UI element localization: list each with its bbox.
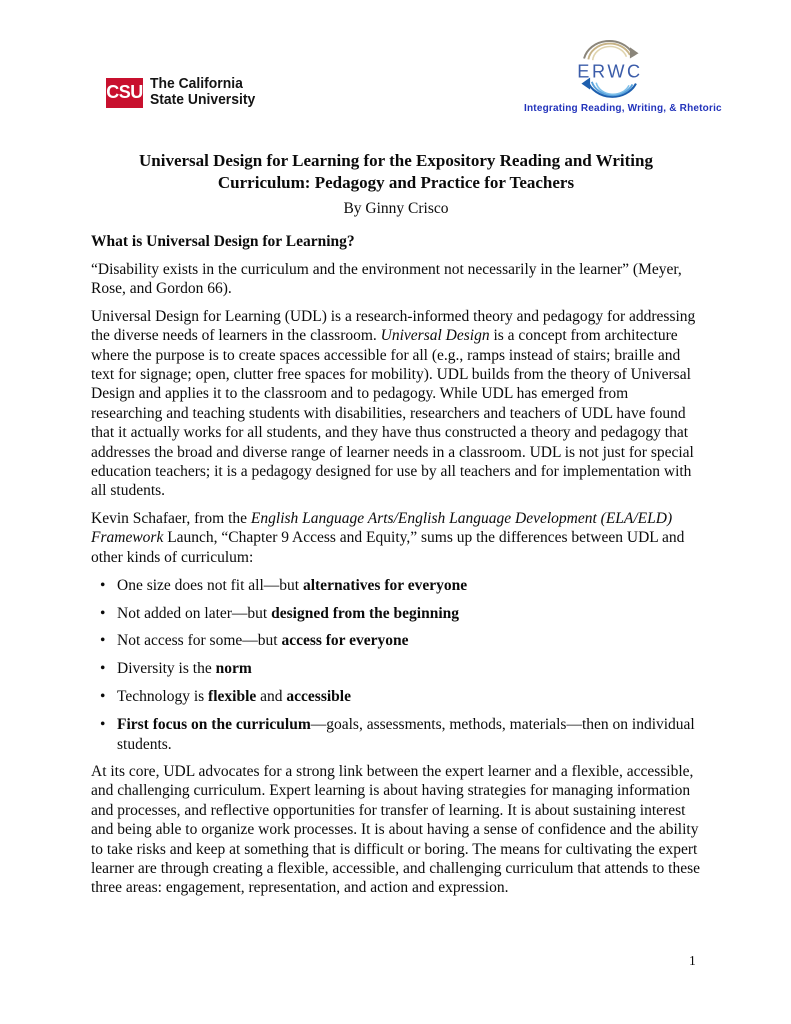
text-run: designed from the beginning [271, 604, 460, 622]
text-run: Diversity is the [117, 660, 216, 678]
erwc-logo-letters: ERWC [577, 61, 643, 82]
csu-logo [106, 77, 260, 108]
text-run: English Language Arts/English Language Development (ELA/ELD) Framework [91, 509, 673, 547]
text-run: norm [215, 660, 252, 678]
csu-logo-box [106, 78, 143, 108]
page-number: 1 [689, 953, 696, 968]
document-body [91, 260, 701, 898]
csu-logo-abbr: CSU [106, 82, 143, 102]
erwc-logo-tagline: Integrating Reading, Writing, & Rhetoric [524, 103, 722, 114]
bullet-list [91, 576, 701, 754]
erwc-emblem-icon [558, 36, 662, 100]
list-item [91, 604, 701, 623]
list-item [91, 687, 701, 706]
paragraph [91, 260, 701, 299]
text-run: accessible [286, 688, 351, 706]
text-run: Not added on later—but [117, 604, 272, 622]
list-item [91, 715, 701, 754]
text-run: Not access for some—but [117, 632, 282, 650]
csu-logo-name-line2: State University [150, 91, 256, 108]
text-run: is a concept from architecture where the purpose is to create spaces accessible for all (e.g., ramps instead of stairs; braille and text for signage; open, clutter free spaces for mobility). UDL builds from the theory of Universal Design and applies it to the classroom and to pedagogy. While UDL has emerged from researching and teaching students with disabilities, researchers and teachers of UDL have found that it actually works for all students, and they have thus constructed a theory and pedagogy that addresses the broad and diverse range of learner needs in a classroom. UDL is not just for special education teachers; it is a pedagogy designed for use by all teachers and for implementation with all students. [91, 327, 694, 500]
paragraph [91, 762, 701, 898]
csu-logo-name-line1: The California [150, 76, 243, 92]
text-run: and [256, 688, 287, 706]
text-run: First focus on the curriculum [117, 716, 311, 734]
text-run: flexible [208, 688, 257, 706]
text-run: —goals, assessments, methods, materials—then on individual students. [117, 716, 695, 753]
list-item [91, 631, 701, 650]
paragraph [91, 509, 701, 567]
text-run: Technology is [117, 688, 209, 706]
text-run: Universal Design [380, 327, 490, 345]
byline: By Ginny Crisco [343, 200, 449, 217]
text-run: alternatives for everyone [302, 576, 468, 594]
section-heading: What is Universal Design for Learning? [91, 233, 355, 250]
text-run: One size does not fit all—but [117, 576, 303, 594]
text-run: Universal Design for Learning (UDL) is a research-informed theory and pedagogy for addressing the diverse needs of learners in the classroom. [91, 307, 696, 345]
text-run: At its core, UDL advocates for a strong link between the expert learner and a flexible, accessible, and challenging curriculum. Expert learning is about having strategies for managing information and processes, and reflective opportunities for transfer of learning. It is about sustaining interest and being able to organize work processes. It is about having a sense of confidence and the ability to take risks and keep at something that is difficult or boring. The means for cultivating the expert learner are through creating a flexible, accessible, and challenging curriculum that attends to these three areas: engagement, representation, and action and expression. [91, 762, 700, 897]
text-run: access for everyone [281, 632, 409, 650]
document-title: Universal Design for Learning for the Expository Reading and Writing Curriculum: Pedagogy and Practice for Teachers [139, 151, 653, 192]
text-run: Kevin Schafaer, from the [91, 509, 251, 527]
text-run: Launch, “Chapter 9 Access and Equity,” sums up the differences between UDL and other kinds of curriculum: [91, 529, 685, 566]
erwc-logo [524, 36, 722, 114]
paragraph [91, 307, 701, 501]
list-item [91, 576, 701, 595]
csu-logo-name [150, 77, 255, 108]
list-item [91, 659, 701, 678]
text-run: “Disability exists in the curriculum and the environment not necessarily in the learner” (Meyer, Rose, and Gordon 66). [91, 261, 682, 298]
